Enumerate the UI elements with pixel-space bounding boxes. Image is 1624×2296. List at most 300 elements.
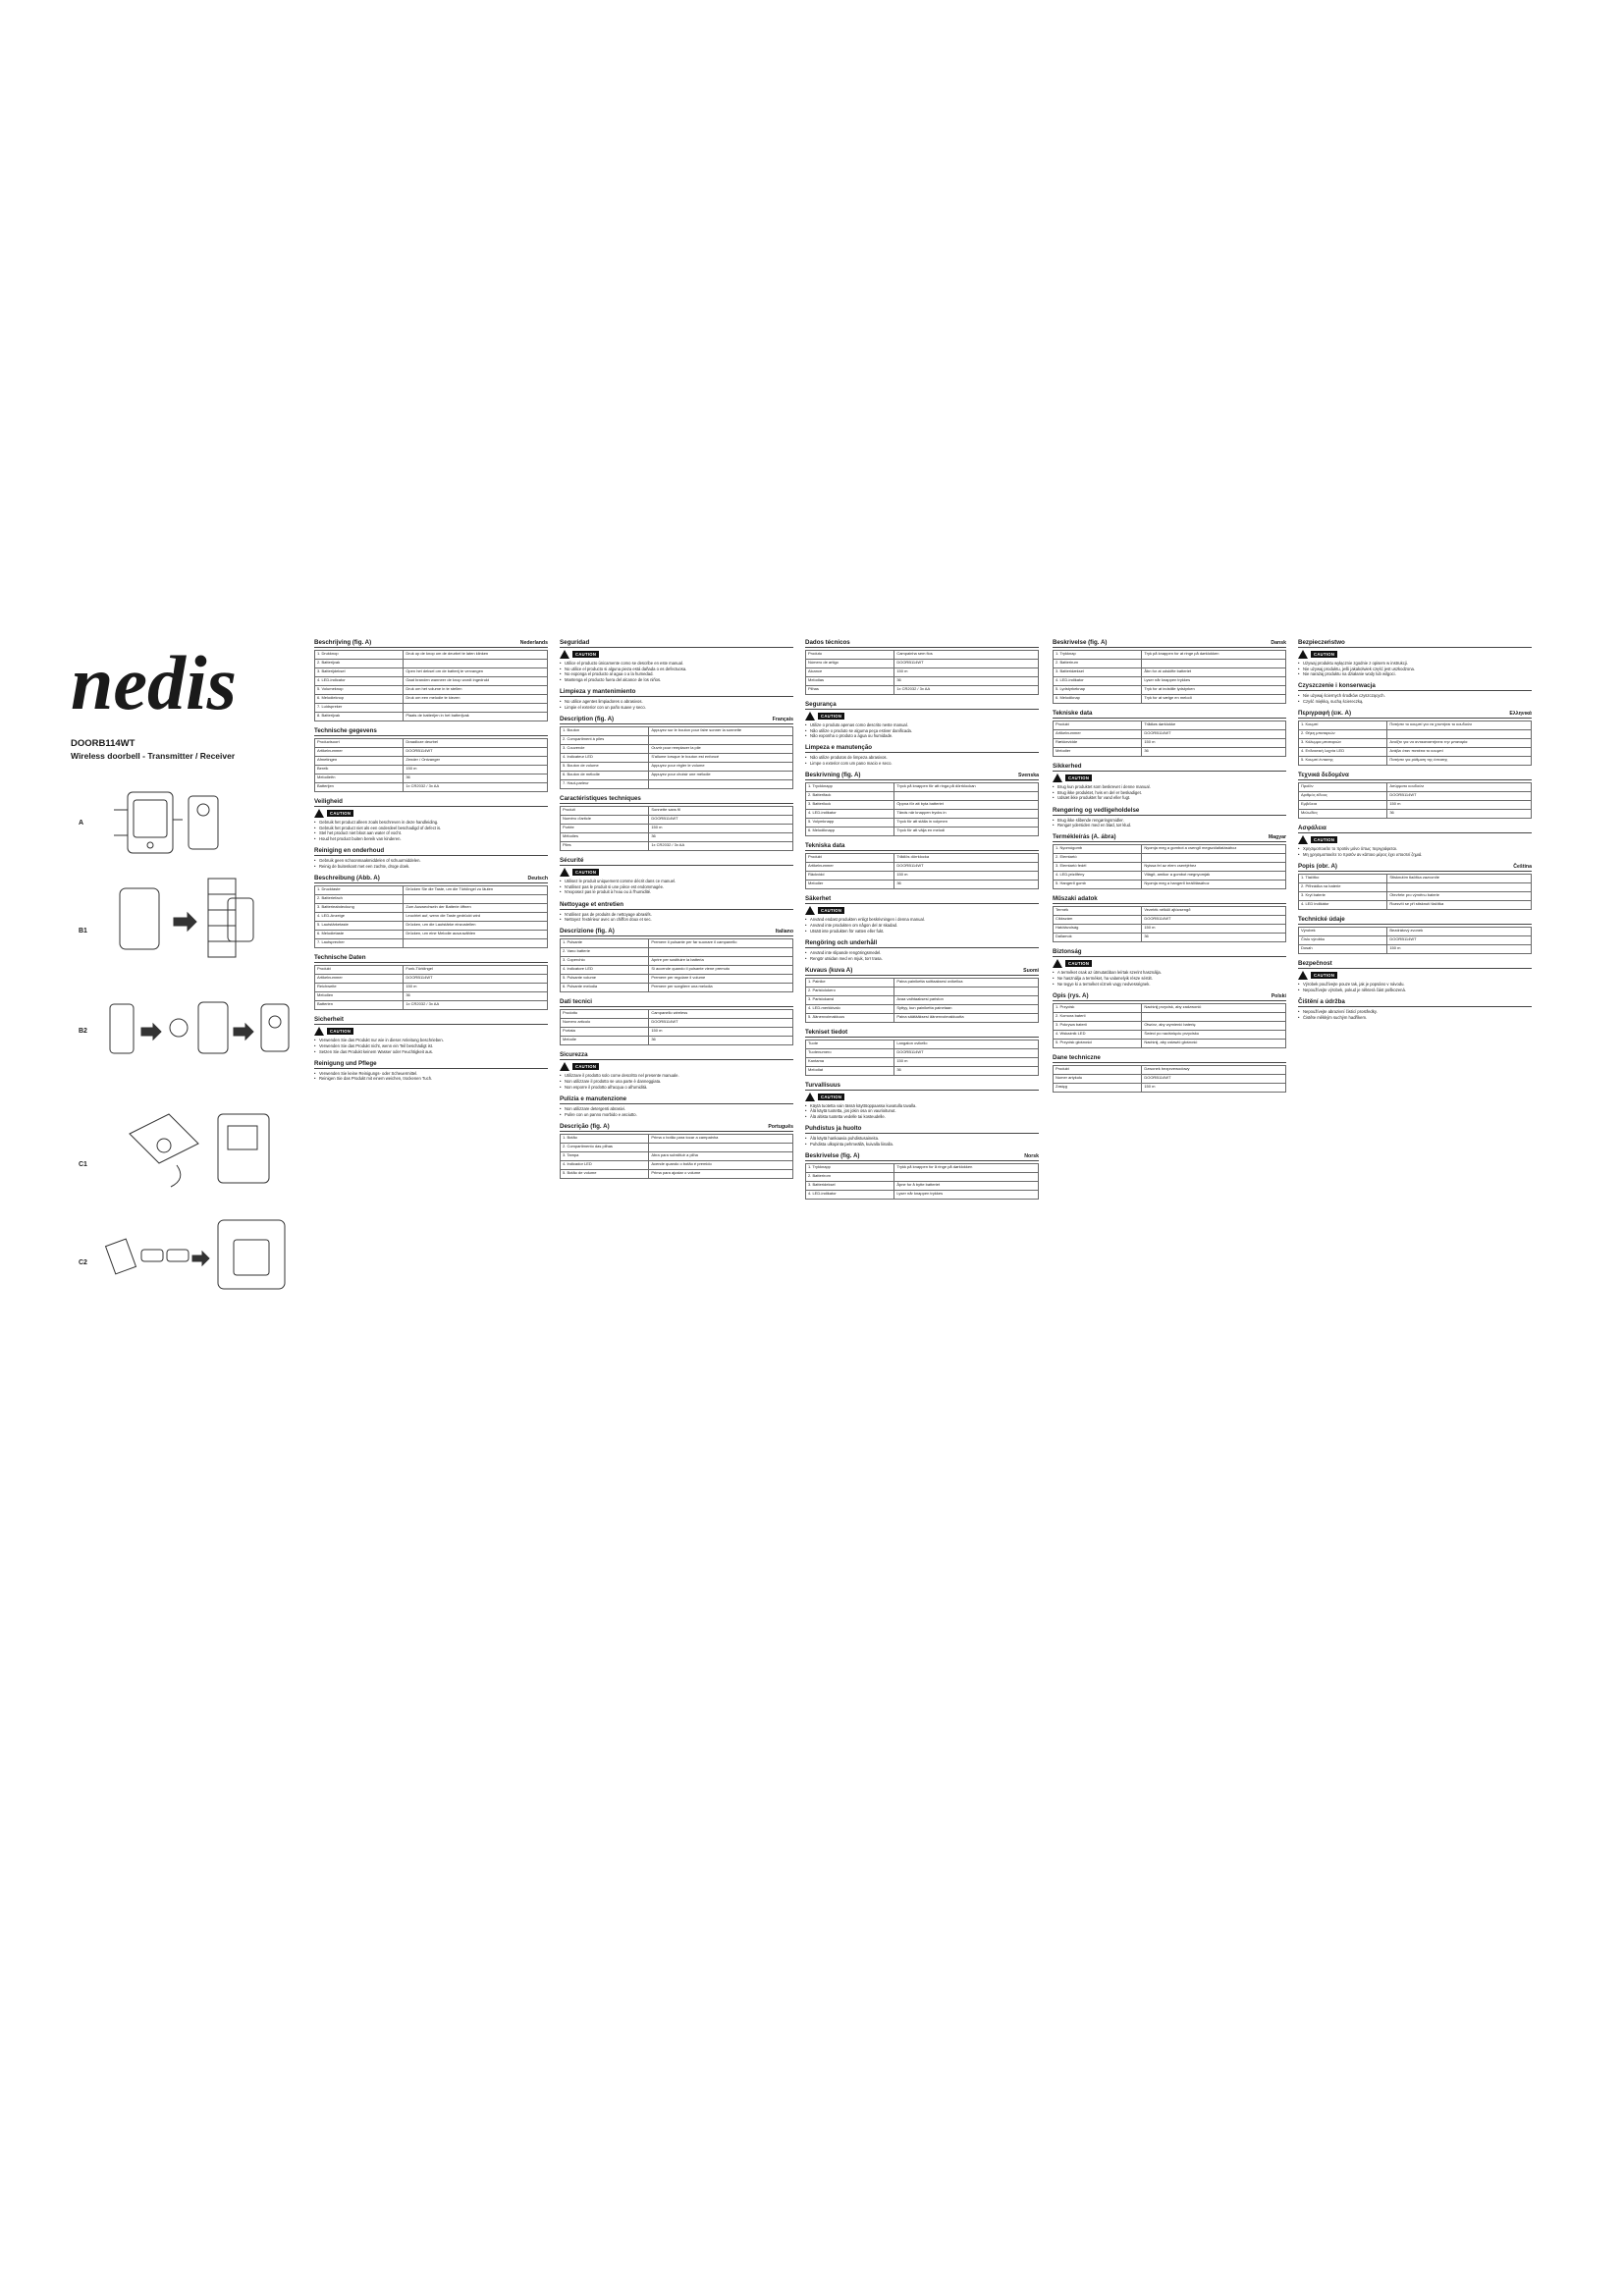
warning-item: • Använd inte produkten om någon del är skadad.	[805, 923, 1039, 928]
spec-table	[805, 782, 1039, 836]
warning-item: • Non esporre il prodotto all'acqua o all'umidità.	[560, 1085, 793, 1090]
warning-item: • Älä altista tuotetta vedelle tai kosteudelle.	[805, 1114, 1039, 1119]
spec-table	[805, 650, 1039, 695]
fig-label-c1: C1	[79, 1161, 87, 1168]
table-row	[1054, 916, 1286, 925]
fig-label-a: A	[79, 820, 84, 827]
table-key-cell: 3. Batterieabdeckung	[315, 904, 404, 913]
table-key-cell: 2. Batterifack	[806, 792, 894, 801]
section-header	[1298, 639, 1532, 648]
caution-label	[1298, 971, 1532, 980]
table-row	[1054, 1013, 1286, 1022]
table-row	[315, 748, 548, 757]
warning-item: • Rengør ydersiden med en blød, tør klud.	[1053, 823, 1286, 828]
table-row	[315, 677, 548, 686]
section-title: Rengøring og vedligeholdelse	[1053, 806, 1140, 814]
spec-table	[1298, 721, 1532, 766]
model-number: DOORB114WT	[71, 738, 135, 749]
section-header	[1053, 710, 1286, 719]
table-key-cell: 3. Pokrywa baterii	[1054, 1022, 1142, 1031]
table-value-cell	[404, 704, 548, 713]
table-value-cell	[1387, 883, 1532, 892]
table-value-cell: Otevřete pro výměnu baterie	[1387, 892, 1532, 901]
table-value-cell: Világít, amikor a gombot megnyomják	[1142, 872, 1286, 881]
brand-logo-text: nedis	[71, 648, 238, 725]
section-title: Beschreibung (Abb. A)	[314, 875, 380, 882]
warning-item: • Utsätt inte produkten för vatten eller fukt.	[805, 929, 1039, 934]
caution-label	[1053, 774, 1286, 782]
table-row	[1054, 1084, 1286, 1093]
table-row	[561, 939, 793, 948]
table-key-cell: 2. Batterijvak	[315, 660, 404, 668]
table-row	[315, 913, 548, 922]
section-title: Säkerhet	[805, 895, 832, 903]
table-row	[1299, 936, 1532, 945]
table-value-cell: Ασύρματο κουδούνι	[1387, 783, 1532, 792]
table-row	[315, 739, 548, 748]
section-header	[805, 701, 1039, 710]
column-3	[805, 633, 1039, 1200]
table-row	[806, 810, 1039, 819]
section-title: Segurança	[805, 701, 837, 708]
manual-section	[805, 772, 1039, 836]
table-value-cell: 150 m	[1387, 945, 1532, 954]
table-key-cell: 3. Batterilock	[806, 801, 894, 810]
manual-section	[805, 1082, 1039, 1119]
fig-label-c2: C2	[79, 1259, 87, 1266]
caution-badge: CAUTION	[1065, 774, 1092, 781]
table-value-cell: Ouvrir pour remplacer la pile	[649, 745, 793, 754]
table-key-cell: 2. Compartimento das pilhas	[561, 1143, 649, 1151]
table-key-cell: 6. Melodiknapp	[806, 828, 894, 836]
warning-item: • Verwenden Sie keine Reinigungs- oder Scheuermittel.	[314, 1071, 548, 1076]
manual-section	[1298, 710, 1532, 766]
table-row	[1299, 739, 1532, 748]
warning-item: • Nepoužívejte abrazivní čisticí prostředky.	[1298, 1009, 1532, 1014]
table-value-cell: Tryck på knappen för att ringa på dörrklockan	[894, 783, 1039, 792]
warning-item: • Čistěte měkkým suchým hadříkem.	[1298, 1015, 1532, 1020]
table-row	[1054, 1031, 1286, 1040]
table-value-cell: Appuyez pour choisir une mélodie	[649, 772, 793, 780]
table-value-cell: 150 m	[404, 766, 548, 774]
table-key-cell: 2. Paristolokero	[806, 987, 894, 995]
spec-table	[314, 738, 548, 792]
table-key-cell: Mélodies	[561, 833, 649, 842]
warning-triangle-icon	[314, 1027, 324, 1036]
section-language: Norsk	[1024, 1152, 1039, 1159]
table-key-cell: 2. Θήκη μπαταριών	[1299, 730, 1387, 739]
spec-table	[314, 650, 548, 721]
section-header	[805, 1152, 1039, 1161]
table-value-cell: Appuyez sur le bouton pour faire sonner la sonnette	[649, 727, 793, 736]
table-row	[806, 1164, 1039, 1173]
fig-label-b1: B1	[79, 928, 87, 934]
fig-label-b2: B2	[79, 1028, 87, 1035]
table-key-cell: 5. Volymknapp	[806, 819, 894, 828]
section-title: Τεχνικά δεδομένα	[1298, 772, 1349, 779]
table-row	[561, 1019, 793, 1028]
section-header	[560, 928, 793, 936]
table-key-cell: Batterien	[315, 1001, 404, 1010]
table-row	[1054, 934, 1286, 942]
warning-item: • Mantenga el producto fuera del alcance de los niños.	[560, 677, 793, 682]
table-row	[315, 713, 548, 721]
table-key-cell: 5. Lautstärketaste	[315, 922, 404, 931]
table-value-cell: Sonnette sans fil	[649, 807, 793, 816]
manual-section	[1053, 895, 1286, 942]
section-title: Seguridad	[560, 639, 590, 646]
table-row	[1299, 730, 1532, 739]
table-value-cell: Ανάβει όταν πατιέται το κουμπί	[1387, 748, 1532, 757]
table-row	[1299, 945, 1532, 954]
table-value-cell: Åpne for å bytte batteriet	[894, 1182, 1039, 1191]
section-header	[560, 901, 793, 910]
warning-item: • Não utilize o produto se alguma peça estiver danificada.	[805, 728, 1039, 733]
caution-badge: CAUTION	[818, 907, 844, 914]
section-header	[1298, 682, 1532, 691]
table-value-cell: Langaton ovikello	[894, 1040, 1039, 1048]
warning-item: • Utilize o produto apenas como descrito neste manual.	[805, 722, 1039, 727]
table-row	[315, 975, 548, 984]
table-row	[1054, 695, 1286, 704]
table-row	[1299, 721, 1532, 730]
table-value-cell: Lyser når knappen trykkes	[1142, 677, 1286, 686]
section-title: Beschrijving (fig. A)	[314, 639, 372, 646]
section-header	[560, 1123, 793, 1132]
table-value-cell: Campanello wireless	[649, 1010, 793, 1019]
table-key-cell: 3. Tampa	[561, 1151, 649, 1160]
section-header	[805, 1082, 1039, 1091]
table-row	[1299, 810, 1532, 819]
table-row	[561, 1169, 793, 1178]
table-row	[315, 992, 548, 1001]
section-title: Dados técnicos	[805, 639, 850, 646]
manual-section	[560, 716, 793, 789]
warning-item: • Verwenden Sie das Produkt nur wie in dieser Anleitung beschrieben.	[314, 1038, 548, 1042]
table-row	[561, 984, 793, 992]
section-header	[1053, 807, 1286, 816]
manual-section	[560, 857, 793, 894]
warning-triangle-icon	[1298, 835, 1308, 844]
table-key-cell: 6. Melodietaste	[315, 931, 404, 939]
table-value-cell: DOORB114WT	[894, 660, 1039, 668]
section-title: Bezpečnost	[1298, 960, 1332, 968]
table-value-cell: Naciśnij przycisk, aby zadzwonić	[1142, 1004, 1286, 1013]
manual-section	[1053, 710, 1286, 757]
table-row	[561, 780, 793, 789]
table-row	[806, 1013, 1039, 1022]
table-row	[315, 660, 548, 668]
section-header	[1053, 895, 1286, 904]
table-key-cell: 1. Przycisk	[1054, 1004, 1142, 1013]
table-key-cell: 5. Botão de volume	[561, 1169, 649, 1178]
table-row	[1299, 928, 1532, 936]
table-value-cell: Nyissa fel az elem cseréjéhez	[1142, 863, 1286, 872]
table-key-cell: 4. Wskaźnik LED	[1054, 1031, 1142, 1040]
table-value-cell: Tryk på knappen for at ringe på dørklokken	[1142, 651, 1286, 660]
table-value-cell	[894, 987, 1039, 995]
section-header	[314, 727, 548, 736]
table-value-cell: DOORB114WT	[894, 863, 1039, 872]
table-key-cell: 4. LED-indikator	[806, 1191, 894, 1200]
table-key-cell: 1. Drucktaste	[315, 886, 404, 895]
table-key-cell: 6. Pulsante melodia	[561, 984, 649, 992]
table-value-cell	[1387, 730, 1532, 739]
caution-label	[805, 906, 1039, 915]
table-row	[315, 695, 548, 704]
table-row	[315, 757, 548, 766]
manual-section	[314, 1060, 548, 1082]
table-row	[806, 828, 1039, 836]
table-key-cell: Číslo výrobku	[1299, 936, 1387, 945]
table-key-cell: 1. Pulsante	[561, 939, 649, 948]
table-row	[561, 1151, 793, 1160]
caution-badge: CAUTION	[327, 810, 353, 817]
table-value-cell: Acende quando o botão é premido	[649, 1160, 793, 1169]
table-value-cell: Drücken Sie die Taste, um die Türklingel zu läuten	[404, 886, 548, 895]
manual-section	[805, 639, 1039, 695]
warning-item: • N'exposez pas le produit à l'eau ou à l'humidité.	[560, 889, 793, 894]
table-value-cell: Dzwonek bezprzewodowy	[1142, 1066, 1286, 1075]
manual-section	[560, 1123, 793, 1179]
warning-item: • Non utilizzare detergenti abrasivi.	[560, 1106, 793, 1111]
warning-item: • Ne tegye ki a terméket víznek vagy nedvességnek.	[1053, 982, 1286, 987]
warning-item: • Μη χρησιμοποιείτε το προϊόν αν κάποιο μέρος έχει υποστεί ζημιά.	[1298, 852, 1532, 857]
warning-item: • Nettoyez l'extérieur avec un chiffon doux et sec.	[560, 917, 793, 922]
table-value-cell: DOORB114WT	[1142, 916, 1286, 925]
table-row	[806, 1057, 1039, 1066]
table-value-cell: Avaa vaihtaaksesi pariston	[894, 995, 1039, 1004]
table-value-cell: Zender / Ontvanger	[404, 757, 548, 766]
table-value-cell: Si accende quando il pulsante viene premuto	[649, 966, 793, 975]
section-header	[805, 772, 1039, 780]
table-row	[561, 1160, 793, 1169]
section-header	[560, 998, 793, 1007]
manual-section	[314, 847, 548, 869]
table-value-cell: Funk-Türklingel	[404, 966, 548, 975]
section-title: Pulizia e manutenzione	[560, 1095, 627, 1102]
manual-section	[1053, 948, 1286, 986]
table-row	[561, 745, 793, 754]
table-key-cell: 3. Batteridæksel	[1054, 668, 1142, 677]
table-value-cell: Lyser når knappen trykkes	[894, 1191, 1039, 1200]
table-row	[1299, 792, 1532, 801]
warning-item: • Utilisez le produit uniquement comme décrit dans ce manuel.	[560, 879, 793, 883]
section-language: Français	[772, 716, 793, 722]
table-value-cell: Bezdrátový zvonek	[1387, 928, 1532, 936]
table-value-cell: 1x CR2032 / 3x AA	[404, 783, 548, 792]
table-key-cell: 2. Batterirom	[806, 1173, 894, 1182]
spec-table	[1053, 1065, 1286, 1093]
section-title: Dati tecnici	[560, 998, 593, 1006]
table-row	[561, 772, 793, 780]
table-row	[806, 792, 1039, 801]
section-header	[805, 639, 1039, 648]
section-title: Ασφάλεια	[1298, 825, 1326, 832]
section-title: Limpeza e manutenção	[805, 744, 873, 752]
table-key-cell: Produkt	[806, 854, 894, 863]
table-key-cell: Termék	[1054, 907, 1142, 916]
table-row	[806, 686, 1039, 695]
table-row	[1054, 1040, 1286, 1048]
table-row	[315, 668, 548, 677]
table-key-cell: 3. Batterideksel	[806, 1182, 894, 1191]
warning-triangle-icon	[1298, 650, 1308, 659]
section-title: Rengöring och underhåll	[805, 938, 878, 946]
table-value-cell: Öppna för att byta batteriet	[894, 801, 1039, 810]
section-language: Dansk	[1271, 640, 1286, 646]
table-key-cell: 8. Batterijvak	[315, 713, 404, 721]
spec-table	[1053, 906, 1286, 942]
product-subtitle: Wireless doorbell - Transmitter / Receiver	[71, 751, 236, 761]
table-value-cell: 150 m	[1142, 739, 1286, 748]
table-row	[1054, 1075, 1286, 1084]
table-row	[806, 863, 1039, 872]
table-key-cell: Melodie	[561, 1037, 649, 1045]
warning-item: • Nie używaj produktu, jeśli jakakolwiek część jest uszkodzona.	[1298, 667, 1532, 671]
table-value-cell: 150 m	[894, 872, 1039, 881]
table-value-cell: 36	[894, 881, 1039, 889]
warning-item: • Limpe o exterior com um pano macio e seco.	[805, 761, 1039, 766]
table-row	[315, 922, 548, 931]
section-header	[805, 1029, 1039, 1038]
table-row	[1054, 881, 1286, 889]
manual-section	[560, 928, 793, 992]
table-value-cell: DOORB114WT	[649, 816, 793, 825]
table-value-cell: 36	[404, 774, 548, 783]
table-key-cell: 2. Vano batterie	[561, 948, 649, 957]
caution-badge: CAUTION	[1311, 651, 1337, 658]
table-row	[806, 978, 1039, 987]
caution-label	[1298, 835, 1532, 844]
table-row	[561, 842, 793, 851]
manual-section	[1298, 682, 1532, 704]
warning-item: • Brug ikke produktet, hvis en del er beskadiget.	[1053, 790, 1286, 795]
table-row	[1054, 677, 1286, 686]
warning-item: • Använd endast produkten enligt beskrivningen i denna manual.	[805, 917, 1039, 922]
caution-label	[1053, 959, 1286, 968]
table-key-cell: Produto	[806, 651, 894, 660]
section-header	[314, 798, 548, 807]
table-key-cell: Melodier	[1054, 748, 1142, 757]
manual-section	[805, 744, 1039, 766]
warning-item: • Czyść miękką, suchą ściereczką.	[1298, 699, 1532, 704]
manual-section	[560, 795, 793, 851]
table-value-cell: Tänds när knappen trycks in	[894, 810, 1039, 819]
table-key-cell: 1. Tryckknapp	[806, 783, 894, 792]
caution-badge: CAUTION	[572, 869, 599, 876]
table-row	[1299, 892, 1532, 901]
table-row	[1054, 686, 1286, 695]
table-key-cell: 4. Indicateur LED	[561, 754, 649, 763]
section-title: Opis (rys. A)	[1053, 991, 1089, 999]
table-row	[315, 704, 548, 713]
table-value-cell	[1142, 660, 1286, 668]
table-key-cell: Numéro d'article	[561, 816, 649, 825]
warning-triangle-icon	[1053, 959, 1062, 968]
table-row	[1054, 739, 1286, 748]
manual-section	[314, 639, 548, 721]
table-key-cell: Numero articolo	[561, 1019, 649, 1028]
table-value-cell: 150 m	[1387, 801, 1532, 810]
table-value-cell: Ανοίξτε για να αντικαταστήσετε την μπαταρία	[1387, 739, 1532, 748]
section-title: Kuvaus (kuva A)	[805, 966, 853, 974]
table-key-cell: 6. Melodieknop	[315, 695, 404, 704]
section-header	[314, 1016, 548, 1025]
section-language: Čeština	[1513, 864, 1532, 871]
section-header	[1053, 1054, 1286, 1063]
section-language: Deutsch	[527, 876, 548, 882]
table-row	[1054, 845, 1286, 854]
table-row	[561, 966, 793, 975]
table-value-cell: Druk om een melodie te kiezen	[404, 695, 548, 704]
table-value-cell: 150 m	[1142, 1084, 1286, 1093]
warning-item: • Brug kun produktet som beskrevet i denne manual.	[1053, 784, 1286, 789]
warning-triangle-icon	[560, 1062, 569, 1071]
section-title: Tekniska data	[805, 842, 845, 850]
section-header	[1053, 763, 1286, 772]
table-row	[561, 816, 793, 825]
section-header	[560, 857, 793, 866]
table-row	[561, 807, 793, 816]
table-value-cell: Campainha sem fios	[894, 651, 1039, 660]
table-value-cell: DOORB114WT	[894, 1048, 1039, 1057]
spec-table	[1053, 844, 1286, 889]
manual-section	[560, 1051, 793, 1089]
table-row	[806, 1182, 1039, 1191]
table-key-cell: Numer artykułu	[1054, 1075, 1142, 1084]
manual-section	[560, 901, 793, 923]
table-row	[315, 774, 548, 783]
section-title: Beskrivelse (fig. A)	[805, 1151, 860, 1159]
table-row	[1054, 651, 1286, 660]
table-key-cell: Bereik	[315, 766, 404, 774]
table-key-cell: 5. Κουμπί έντασης	[1299, 757, 1387, 766]
section-title: Technische gegevens	[314, 727, 377, 735]
manual-section	[1053, 807, 1286, 828]
table-row	[561, 1010, 793, 1019]
table-value-cell: 36	[649, 833, 793, 842]
table-value-cell: Tryk for at vælge en melodi	[1142, 695, 1286, 704]
column-5	[1298, 633, 1532, 1020]
caution-label	[805, 1093, 1039, 1101]
spec-table	[560, 806, 793, 851]
warning-item: • Houd het product buiten bereik van kinderen.	[314, 836, 548, 841]
table-value-cell: 36	[894, 677, 1039, 686]
table-key-cell: 2. Compartiment à piles	[561, 736, 649, 745]
manual-section	[314, 727, 548, 792]
caution-badge: CAUTION	[818, 713, 844, 720]
table-key-cell: 2. Batterirum	[1054, 660, 1142, 668]
table-key-cell: Piles	[561, 842, 649, 851]
fig-b2-screw-mount	[110, 1002, 289, 1053]
section-title: Tekniske data	[1053, 710, 1093, 718]
warning-item: • Reinigen Sie das Produkt mit einem weichen, trockenen Tuch.	[314, 1076, 548, 1081]
table-key-cell: Tuotenumero	[806, 1048, 894, 1057]
section-header	[314, 639, 548, 648]
warning-item: • Verwenden Sie das Produkt nicht, wenn ein Teil beschädigt ist.	[314, 1043, 548, 1048]
caution-label	[314, 1027, 548, 1036]
table-key-cell: Zasięg	[1054, 1084, 1142, 1093]
brand-logo	[71, 648, 306, 726]
table-value-cell: DOORB114WT	[404, 748, 548, 757]
table-row	[1054, 721, 1286, 730]
column-4	[1053, 633, 1286, 1093]
section-header	[1298, 710, 1532, 719]
table-row	[1054, 1022, 1286, 1031]
table-value-cell: Open het deksel om de batterij te vervangen	[404, 668, 548, 677]
caution-badge: CAUTION	[327, 1028, 353, 1035]
